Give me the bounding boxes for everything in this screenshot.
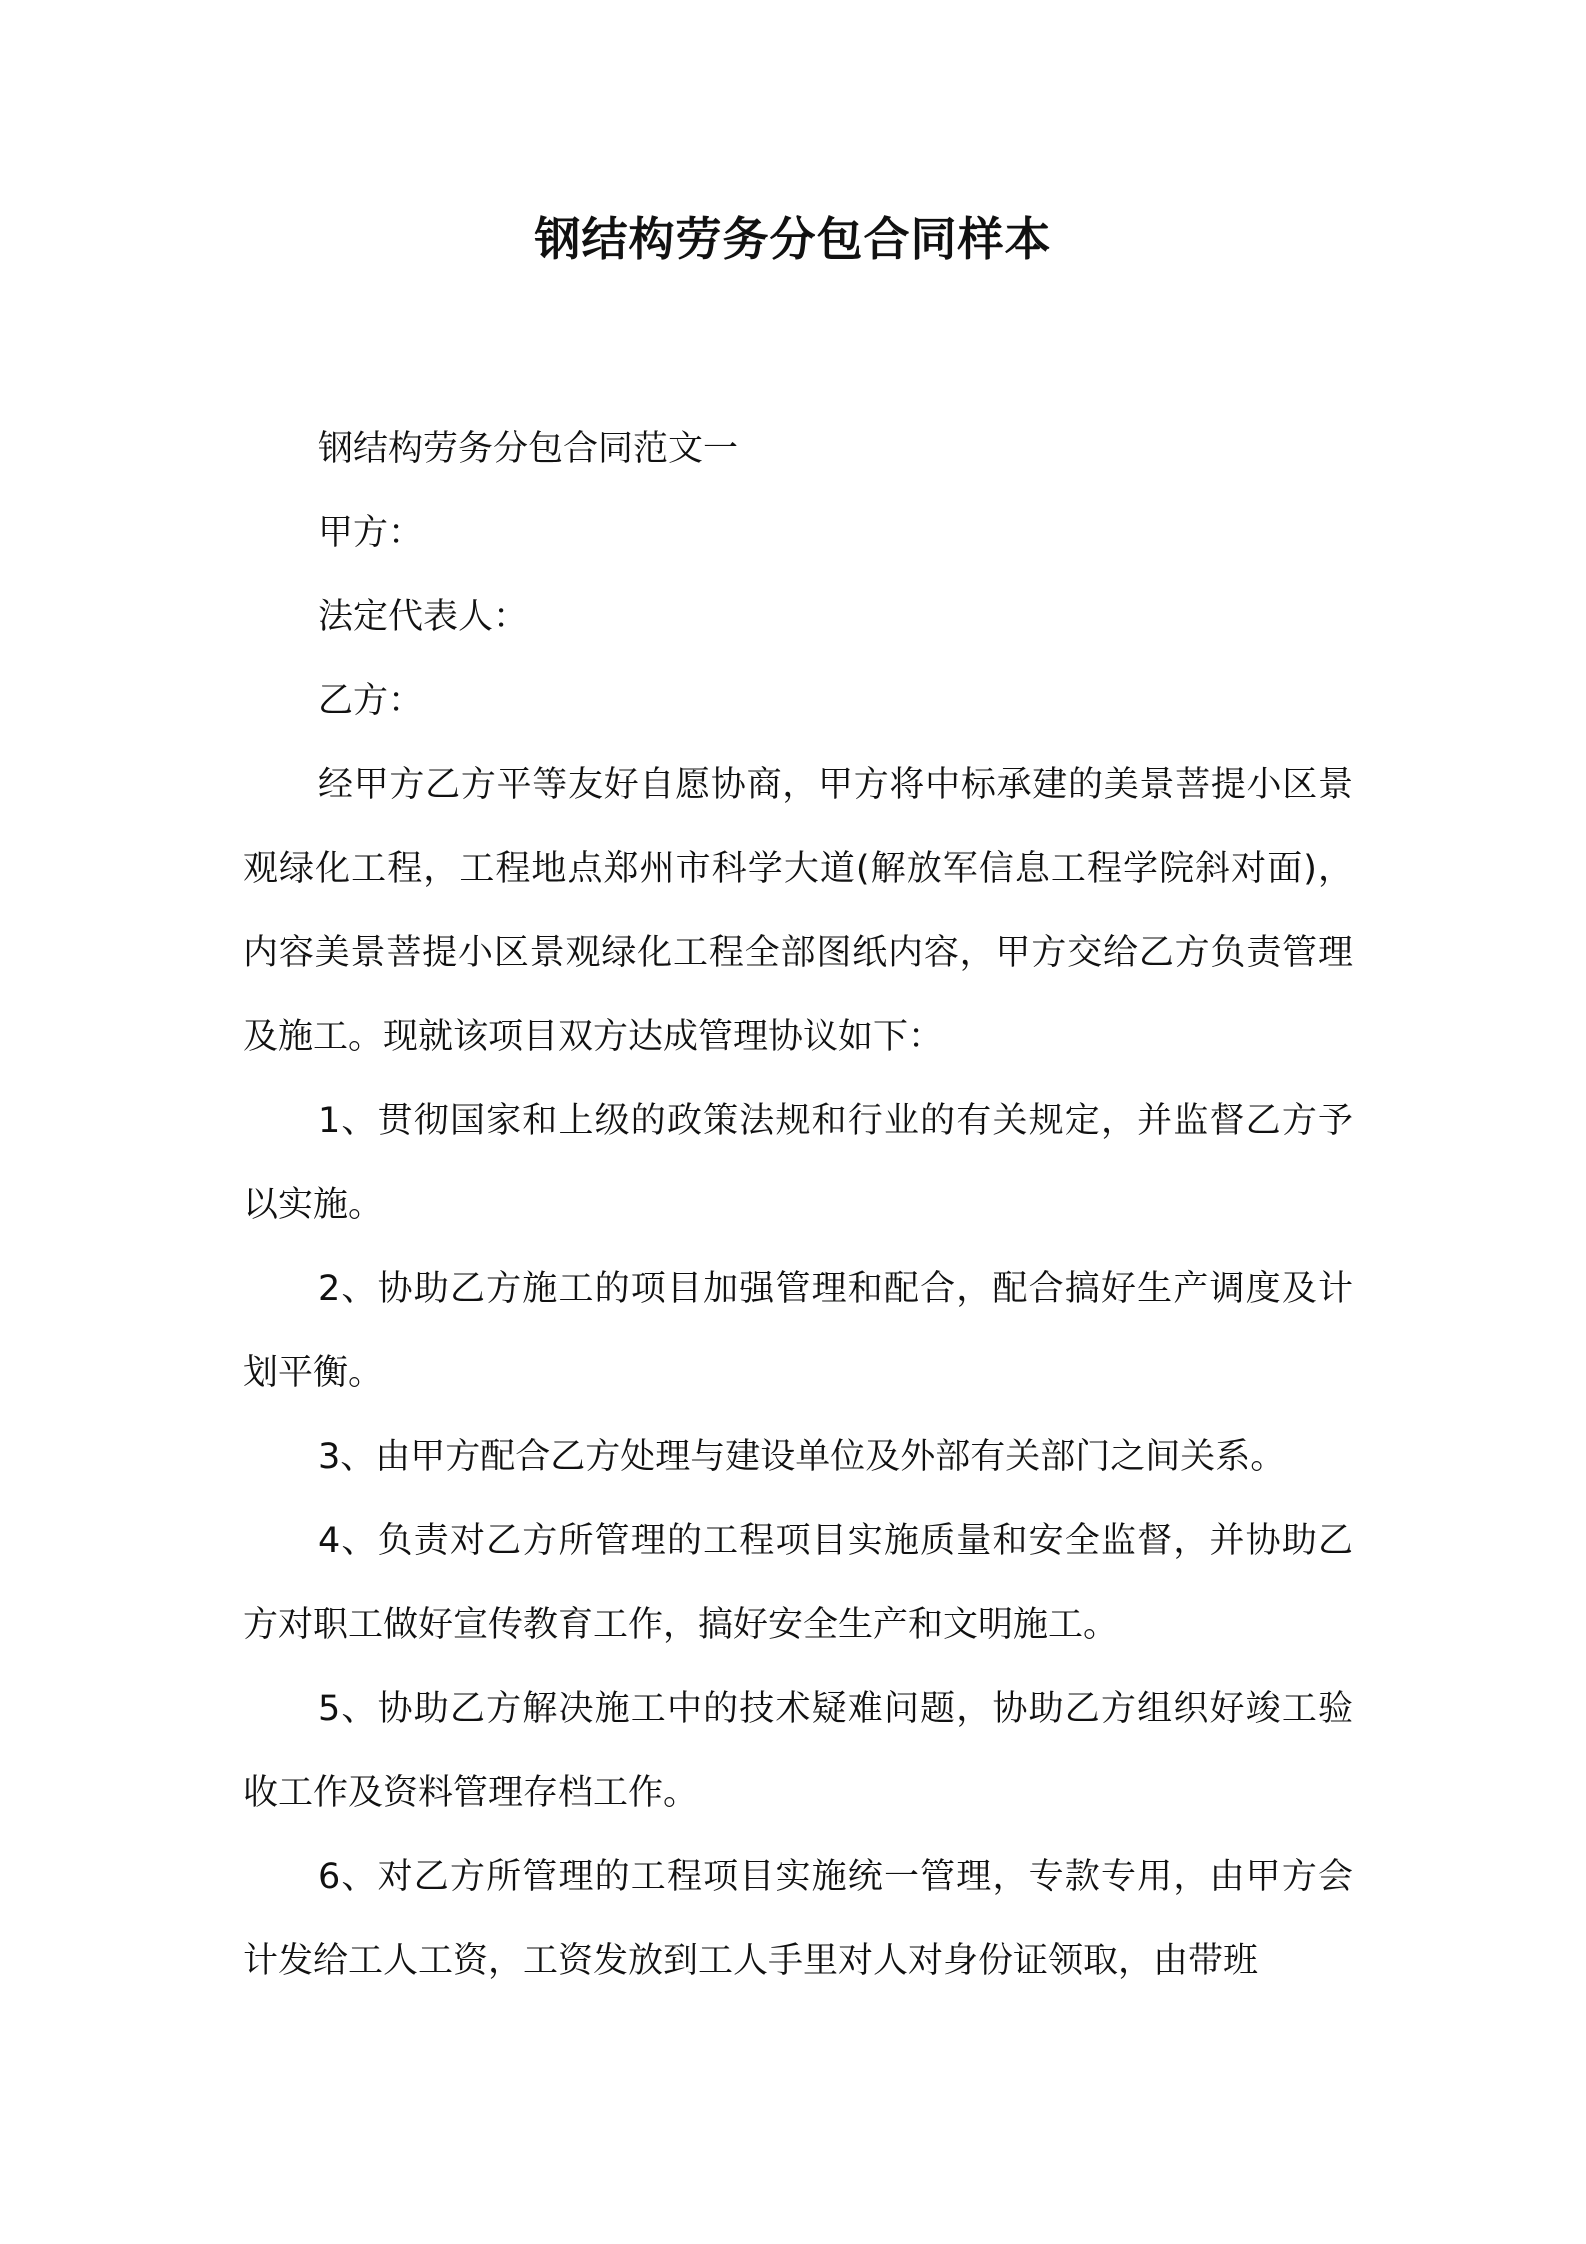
legal-representative-label: 法定代表人： — [318, 597, 529, 637]
clause-3: 3、由甲方配合乙方处理与建设单位及外部有关部门之间关系。 — [318, 1437, 1286, 1477]
contract-subtitle: 钢结构劳务分包合同范文一 — [318, 429, 739, 469]
document-body — [243, 407, 1353, 2003]
clause-4: 4、负责对乙方所管理的工程项目实施质量和安全监督，并协助乙方对职工做好宣传教育工作，搞好安全生产和文明施工。 — [243, 1521, 1353, 1645]
preamble-paragraph: 经甲方乙方平等友好自愿协商，甲方将中标承建的美景菩提小区景观绿化工程，工程地点郑州市科学大道(解放军信息工程学院斜对面)，内容美景菩提小区景观绿化工程全部图纸内容，甲方交给乙方负责管理及施工。现就该项目双方达成管理协议如下： — [243, 765, 1353, 1057]
party-b-label: 乙方： — [318, 681, 424, 721]
party-a-label: 甲方： — [318, 513, 424, 553]
clause-5: 5、协助乙方解决施工中的技术疑难问题，协助乙方组织好竣工验收工作及资料管理存档工作。 — [243, 1689, 1353, 1813]
clause-6: 6、对乙方所管理的工程项目实施统一管理，专款专用，由甲方会计发给工人工资，工资发放到工人手里对人对身份证领取，由带班 — [243, 1857, 1353, 1981]
clause-2: 2、协助乙方施工的项目加强管理和配合，配合搞好生产调度及计划平衡。 — [243, 1269, 1353, 1393]
document-title: 钢结构劳务分包合同样本 — [534, 212, 1052, 266]
clause-1: 1、贯彻国家和上级的政策法规和行业的有关规定，并监督乙方予以实施。 — [243, 1101, 1353, 1225]
